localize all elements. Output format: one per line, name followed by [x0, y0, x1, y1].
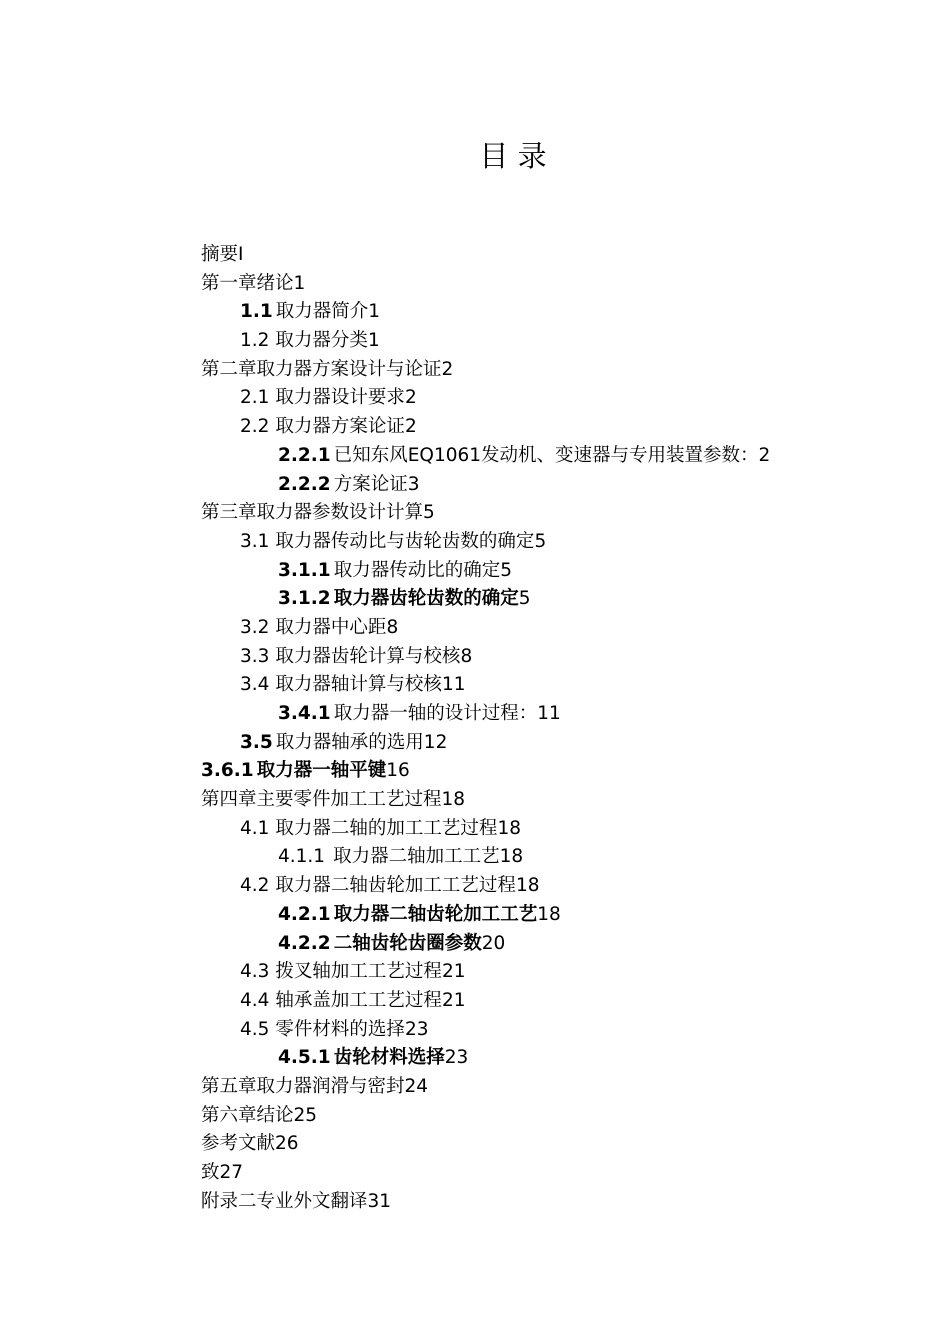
toc-entry-page-number: 18 — [497, 817, 521, 839]
toc-entry-text: 取力器方案论证 — [275, 416, 405, 438]
toc-entry[interactable] — [201, 1130, 921, 1159]
toc-entry-page-number: 31 — [367, 1190, 392, 1212]
toc-entry-text: 取力器简介 — [275, 301, 369, 323]
toc-entry-text: 取力器设计要求 — [275, 387, 405, 409]
toc-entry-page-number: 5 — [518, 588, 531, 610]
toc-entry-page-number: 5 — [500, 559, 512, 581]
toc-entry-text: 取力器一轴的设计过程： — [333, 703, 538, 724]
toc-entry-text: 摘要 — [201, 244, 239, 265]
toc-entry-page-number: I — [238, 244, 244, 265]
toc-entry-number: 4.1 — [240, 817, 270, 839]
toc-entry[interactable] — [201, 442, 921, 471]
toc-entry-page-number: 18 — [499, 846, 524, 868]
toc-entry-text: 第三章取力器参数设计计算 — [201, 502, 424, 524]
toc-entry-text: 零件材料的选择 — [275, 1018, 405, 1040]
toc-entry-page-number: 8 — [460, 645, 473, 667]
toc-entry-page-number: 5 — [423, 502, 435, 524]
toc-entry-text: 取力器轴计算与校核 — [275, 674, 442, 696]
toc-entry[interactable] — [201, 729, 921, 758]
toc-entry[interactable] — [201, 1044, 921, 1073]
toc-entry-number: 3.2 — [240, 616, 270, 638]
toc-entry[interactable] — [201, 384, 921, 413]
toc-entry-page-number: 1 — [368, 301, 381, 323]
toc-entry-number: 4.5.1 — [278, 1047, 331, 1069]
toc-entry-text: 拨叉轴加工工艺过程 — [275, 961, 442, 983]
toc-entry-number: 2.2 — [240, 416, 270, 438]
toc-entry-text: 取力器齿轮计算与校核 — [275, 645, 461, 667]
toc-entry[interactable] — [201, 528, 921, 557]
toc-entry[interactable] — [201, 671, 921, 700]
toc-entry-page-number: 18 — [515, 875, 540, 897]
toc-entry-number: 2.2.2 — [278, 473, 331, 495]
toc-entry-page-number: 23 — [444, 1047, 469, 1069]
toc-entry[interactable] — [201, 471, 921, 500]
toc-entry-text: 第二章取力器方案设计与论证 — [201, 358, 442, 380]
toc-entry-page-number: 11 — [441, 674, 466, 696]
toc-entry-page-number: 11 — [537, 703, 561, 724]
page-title: 目 录 — [479, 139, 547, 173]
toc-entry-page-number: 21 — [441, 989, 466, 1011]
toc-entry-text: 取力器二轴齿轮加工工艺过程 — [275, 875, 516, 897]
toc-entry-text: 取力器二轴加工工艺 — [333, 846, 500, 868]
toc-entry-text: 取力器一轴平键 — [256, 760, 387, 782]
toc-entry-page-number: 20 — [481, 932, 506, 954]
toc-entry-text: 第一章绪论 — [201, 272, 294, 294]
toc-entry-number: 4.2 — [240, 875, 270, 897]
toc-entry-text: 取力器传动比的确定 — [333, 559, 501, 581]
toc-entry[interactable] — [201, 499, 921, 528]
toc-entry-text: 取力器齿轮齿数的确定 — [333, 588, 519, 610]
toc-entry-text: 已知东风EQ1061发动机、变速器与专用装置参数： — [333, 444, 759, 466]
toc-entry-number: 4.2.1 — [278, 903, 331, 925]
toc-entry-page-number: 26 — [275, 1133, 299, 1155]
toc-entry-page-number: 1 — [367, 330, 380, 352]
toc-entry[interactable] — [201, 872, 921, 901]
toc-entry[interactable] — [201, 643, 921, 672]
toc-entry[interactable] — [201, 815, 921, 844]
toc-entry-page-number: 12 — [423, 731, 448, 753]
toc-entry[interactable] — [201, 413, 921, 442]
toc-entry[interactable] — [201, 757, 921, 786]
toc-entry-page-number: 2 — [404, 416, 417, 438]
toc-entry-number: 4.4 — [240, 989, 270, 1011]
toc-entry[interactable] — [201, 1016, 921, 1045]
toc-entry[interactable] — [201, 786, 921, 815]
toc-entry[interactable] — [201, 585, 921, 614]
toc-entry-number: 3.4.1 — [278, 703, 331, 724]
toc-entry-page-number: 2 — [404, 387, 417, 409]
toc-entry-text: 附录二专业外文翻译 — [201, 1190, 368, 1212]
toc-entry-text: 致 — [201, 1162, 220, 1183]
toc-entry-number: 4.2.2 — [278, 932, 331, 954]
toc-entry-number: 4.3 — [240, 961, 270, 983]
toc-entry-text: 取力器分类 — [275, 330, 368, 352]
toc-entry[interactable] — [201, 298, 921, 327]
toc-entry-text: 第四章主要零件加工工艺过程 — [201, 789, 442, 811]
toc-entry[interactable] — [201, 1188, 921, 1217]
toc-entry[interactable] — [201, 356, 921, 385]
toc-entry[interactable] — [201, 1159, 921, 1188]
toc-entry-page-number: 1 — [293, 272, 306, 294]
toc-entry-page-number: 2 — [441, 358, 454, 380]
toc-entry[interactable] — [201, 930, 921, 959]
toc-entry-text: 取力器二轴齿轮加工工艺 — [333, 903, 538, 925]
toc-entry-number: 3.1.1 — [278, 559, 331, 581]
toc-entry-text: 齿轮材料选择 — [333, 1047, 445, 1069]
toc-entry-page-number: 5 — [534, 530, 547, 552]
toc-entry[interactable] — [201, 1102, 921, 1131]
toc-entry[interactable] — [201, 1073, 921, 1102]
toc-entry-page-number: 3 — [407, 473, 420, 495]
toc-entry[interactable] — [201, 614, 921, 643]
toc-entry-number: 2.2.1 — [278, 444, 331, 466]
toc-entry-text: 取力器轴承的选用 — [275, 731, 424, 753]
toc-entry-page-number: 2 — [758, 444, 771, 466]
table-of-contents — [201, 241, 921, 1216]
toc-entry-text: 取力器中心距 — [275, 616, 387, 638]
toc-entry[interactable] — [201, 270, 921, 299]
toc-entry-text: 第五章取力器润滑与密封 — [201, 1075, 405, 1097]
toc-entry-text: 轴承盖加工工艺过程 — [275, 989, 442, 1011]
toc-entry-page-number: 18 — [537, 903, 561, 925]
toc-entry-page-number: 8 — [386, 616, 399, 638]
toc-entry-number: 3.4 — [240, 674, 270, 696]
toc-entry[interactable] — [201, 241, 921, 270]
toc-entry-page-number: 18 — [441, 789, 466, 811]
toc-entry-page-number: 16 — [386, 760, 410, 782]
toc-entry-number: 3.6.1 — [201, 760, 254, 782]
toc-entry-text: 方案论证 — [333, 473, 408, 495]
toc-entry-number: 1.1 — [240, 301, 273, 323]
toc-entry-number: 4.1.1 — [278, 846, 326, 868]
toc-entry-number: 4.5 — [240, 1018, 270, 1040]
toc-entry-page-number: 23 — [404, 1018, 429, 1040]
toc-entry[interactable] — [201, 327, 921, 356]
toc-entry-number: 3.1 — [240, 530, 270, 552]
toc-entry-page-number: 21 — [441, 961, 466, 983]
toc-entry-number: 3.5 — [240, 731, 273, 753]
toc-entry-page-number: 27 — [219, 1162, 244, 1183]
toc-entry-text: 取力器二轴的加工工艺过程 — [275, 817, 498, 839]
toc-entry-number: 2.1 — [240, 387, 270, 409]
toc-entry-number: 3.1.2 — [278, 588, 331, 610]
toc-entry-page-number: 25 — [293, 1104, 318, 1126]
toc-entry[interactable] — [201, 843, 921, 872]
toc-entry-number: 3.3 — [240, 645, 270, 667]
toc-entry[interactable] — [201, 901, 921, 930]
toc-entry-text: 参考文献 — [201, 1133, 276, 1155]
toc-entry-number: 1.2 — [240, 330, 270, 352]
toc-entry[interactable] — [201, 987, 921, 1016]
toc-entry-text: 二轴齿轮齿圈参数 — [333, 932, 482, 954]
toc-entry[interactable] — [201, 557, 921, 586]
toc-entry-text: 第六章结论 — [201, 1104, 294, 1126]
toc-entry-text: 取力器传动比与齿轮齿数的确定 — [275, 530, 535, 552]
toc-entry[interactable] — [201, 958, 921, 987]
toc-entry[interactable] — [201, 700, 921, 729]
toc-entry-page-number: 24 — [404, 1075, 429, 1097]
